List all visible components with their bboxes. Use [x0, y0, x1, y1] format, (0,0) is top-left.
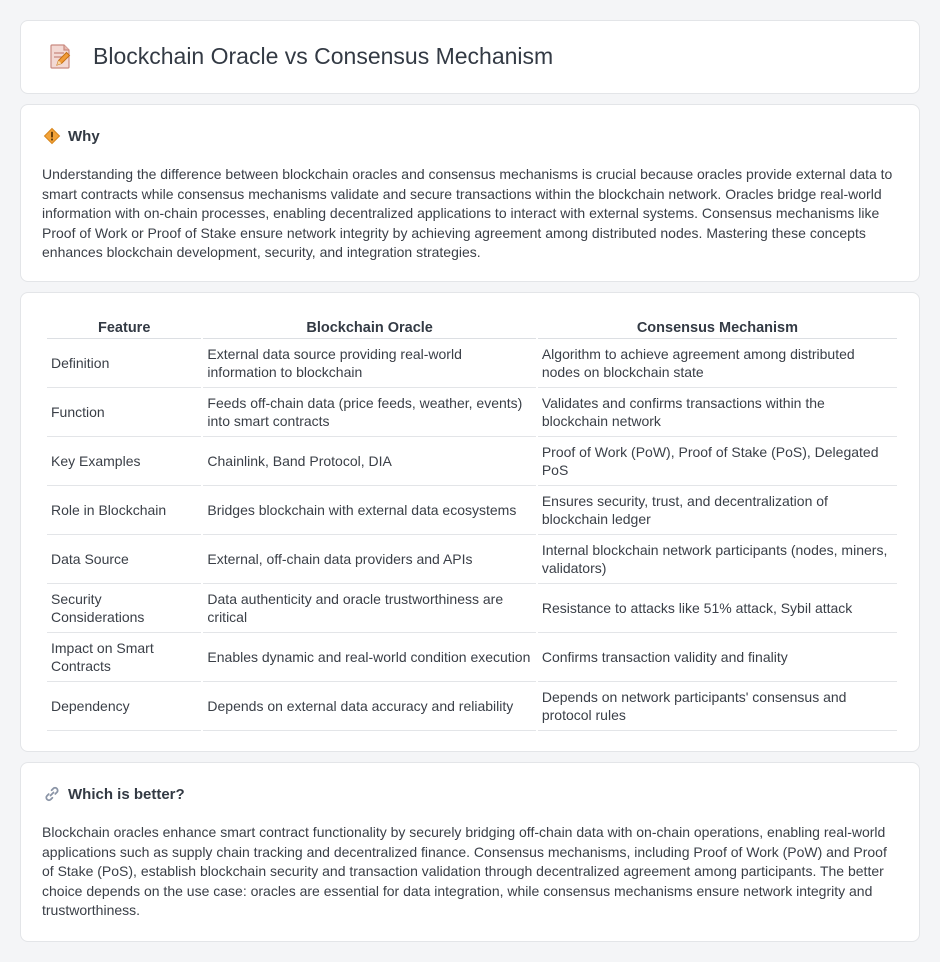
- diamond-warning-icon: [43, 127, 61, 145]
- column-header-oracle: Blockchain Oracle: [203, 317, 535, 339]
- table-row: [47, 388, 897, 437]
- oracle-cell: External data source providing real-world information to blockchain: [203, 339, 535, 388]
- link-icon: [43, 785, 61, 803]
- feature-cell: Key Examples: [47, 437, 201, 486]
- table-row: [47, 682, 897, 731]
- table-header-row: [47, 317, 897, 339]
- table-row: [47, 584, 897, 633]
- title-row: [45, 41, 553, 71]
- oracle-cell: Depends on external data accuracy and reliability: [203, 682, 535, 731]
- oracle-cell: External, off-chain data providers and APIs: [203, 535, 535, 584]
- feature-cell: Dependency: [47, 682, 201, 731]
- title-card: [20, 20, 920, 94]
- better-text: Blockchain oracles enhance smart contract functionality by securely bridging off-chain data with on-chain operations, enabling real-world applications such as supply chain tracking and decentralized finance. Consensus mechanisms, including Proof of Work (PoW) and Proof of Stake (PoS), establish blockchain security and transaction validation through decentralized agreement among participants. The better choice depends on the use case: oracles are essential for data integration, while consensus mechanisms ensure network integrity and trustworthiness.: [42, 824, 887, 918]
- oracle-cell: Bridges blockchain with external data ecosystems: [203, 486, 535, 535]
- consensus-cell: Depends on network participants' consensus and protocol rules: [538, 682, 897, 731]
- better-card: [20, 762, 920, 942]
- better-heading-row: [43, 785, 185, 803]
- column-header-feature: Feature: [47, 317, 201, 339]
- feature-cell: Data Source: [47, 535, 201, 584]
- table-row: [47, 339, 897, 388]
- why-heading: Why: [68, 127, 100, 145]
- consensus-cell: Resistance to attacks like 51% attack, Sybil attack: [538, 584, 897, 633]
- consensus-cell: Algorithm to achieve agreement among distributed nodes on blockchain state: [538, 339, 897, 388]
- oracle-cell: Data authenticity and oracle trustworthiness are critical: [203, 584, 535, 633]
- consensus-cell: Confirms transaction validity and finality: [538, 633, 897, 682]
- table-row: [47, 437, 897, 486]
- table-row: [47, 633, 897, 682]
- consensus-cell: Ensures security, trust, and decentralization of blockchain ledger: [538, 486, 897, 535]
- table-row: [47, 535, 897, 584]
- why-text: Understanding the difference between blockchain oracles and consensus mechanisms is crucial because oracles provide external data to smart contracts while consensus mechanisms validate and secure transactions within the blockchain network. Oracles bridge real-world information with on-chain processes, enabling decentralized applications to interact with external systems. Consensus mechanisms like Proof of Work or Proof of Stake ensure network integrity by achieving agreement among distributed nodes. Mastering these concepts enhances blockchain development, security, and integration strategies.: [42, 166, 893, 260]
- consensus-cell: Validates and confirms transactions within the blockchain network: [538, 388, 897, 437]
- why-heading-row: [43, 127, 100, 145]
- feature-cell: Role in Blockchain: [47, 486, 201, 535]
- consensus-cell: Internal blockchain network participants (nodes, miners, validators): [538, 535, 897, 584]
- why-card: [20, 104, 920, 282]
- feature-cell: Function: [47, 388, 201, 437]
- feature-cell: Impact on Smart Contracts: [47, 633, 201, 682]
- consensus-cell: Proof of Work (PoW), Proof of Stake (PoS), Delegated PoS: [538, 437, 897, 486]
- document-edit-icon: [45, 41, 75, 71]
- column-header-consensus: Consensus Mechanism: [538, 317, 897, 339]
- comparison-table: [45, 317, 899, 731]
- oracle-cell: Enables dynamic and real-world condition execution: [203, 633, 535, 682]
- feature-cell: Security Considerations: [47, 584, 201, 633]
- comparison-card: [20, 292, 920, 752]
- feature-cell: Definition: [47, 339, 201, 388]
- table-row: [47, 486, 897, 535]
- oracle-cell: Feeds off-chain data (price feeds, weather, events) into smart contracts: [203, 388, 535, 437]
- page-title: Blockchain Oracle vs Consensus Mechanism: [93, 42, 554, 69]
- better-heading: Which is better?: [68, 785, 185, 803]
- oracle-cell: Chainlink, Band Protocol, DIA: [203, 437, 535, 486]
